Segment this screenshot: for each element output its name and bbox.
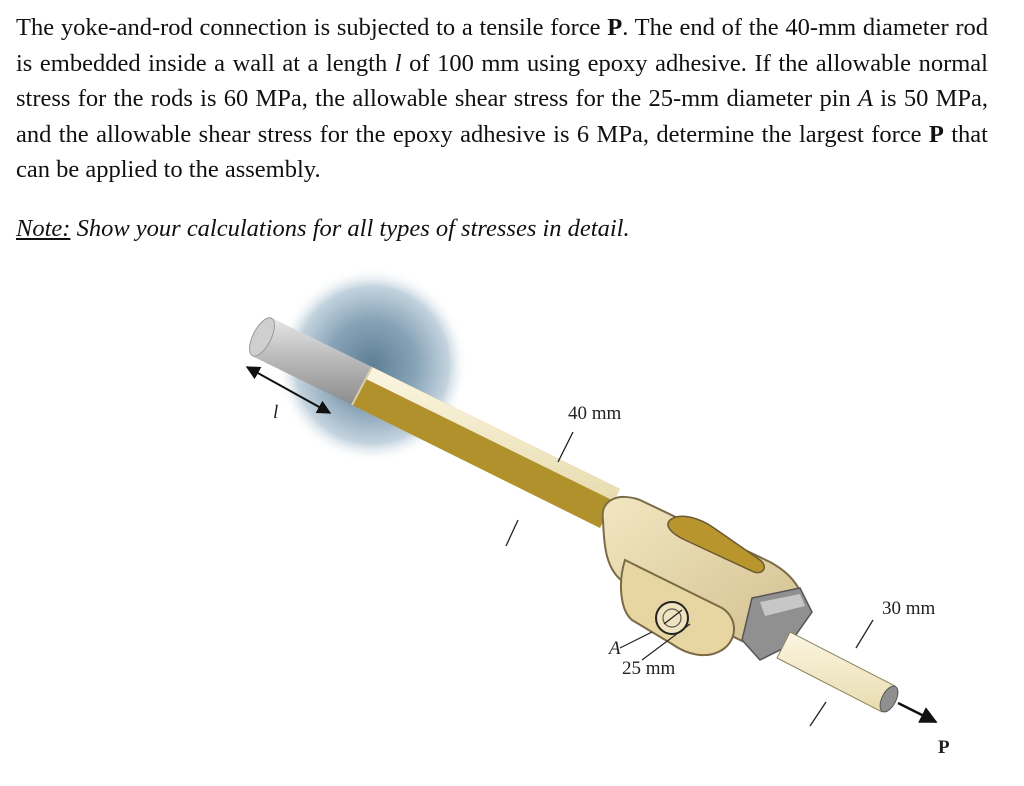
pin-diameter-label: 25 mm xyxy=(622,658,676,679)
length-symbol: l xyxy=(394,49,402,77)
problem-text-3: of 100 mm using epoxy adhesive. If the allowable normal stress for the rods is 60 MPa, the allowable shear stress for the 25-mm diameter pin xyxy=(16,49,988,112)
end-rod-diameter-label: 30 mm xyxy=(882,598,936,619)
pin-leader xyxy=(620,632,652,648)
rod-diameter-label: 40 mm xyxy=(568,403,622,424)
rod-diameter-leader-bottom xyxy=(506,520,518,546)
rod-diameter-leader-top xyxy=(558,432,573,462)
force-arrow xyxy=(898,703,936,722)
problem-text-5: that can be applied to the assembly. xyxy=(16,120,988,183)
force-symbol: P xyxy=(607,14,623,41)
note-text: Show your calculations for all types of stresses in detail. xyxy=(70,215,630,242)
end-rod-leader-top xyxy=(856,620,873,648)
end-rod xyxy=(777,632,902,715)
yoke xyxy=(603,497,812,660)
end-rod-leader-bottom xyxy=(810,702,826,726)
force-symbol-2: P xyxy=(928,120,944,148)
problem-text-4: is 50 MPa, and the allowable shear stress for the epoxy adhesive is 6 MPa, determine the largest force xyxy=(16,85,988,148)
problem-text-1: The yoke-and-rod connection is subjected to a tensile force xyxy=(16,14,608,41)
force-label: P xyxy=(938,737,950,758)
pin-symbol: A xyxy=(858,85,873,112)
problem-text-2: . The end of the 40-mm diameter rod is embedded inside a wall at a length xyxy=(16,14,988,77)
length-label: l xyxy=(273,402,279,423)
note-label: Note: xyxy=(16,215,71,242)
pin-label: A xyxy=(609,638,621,659)
